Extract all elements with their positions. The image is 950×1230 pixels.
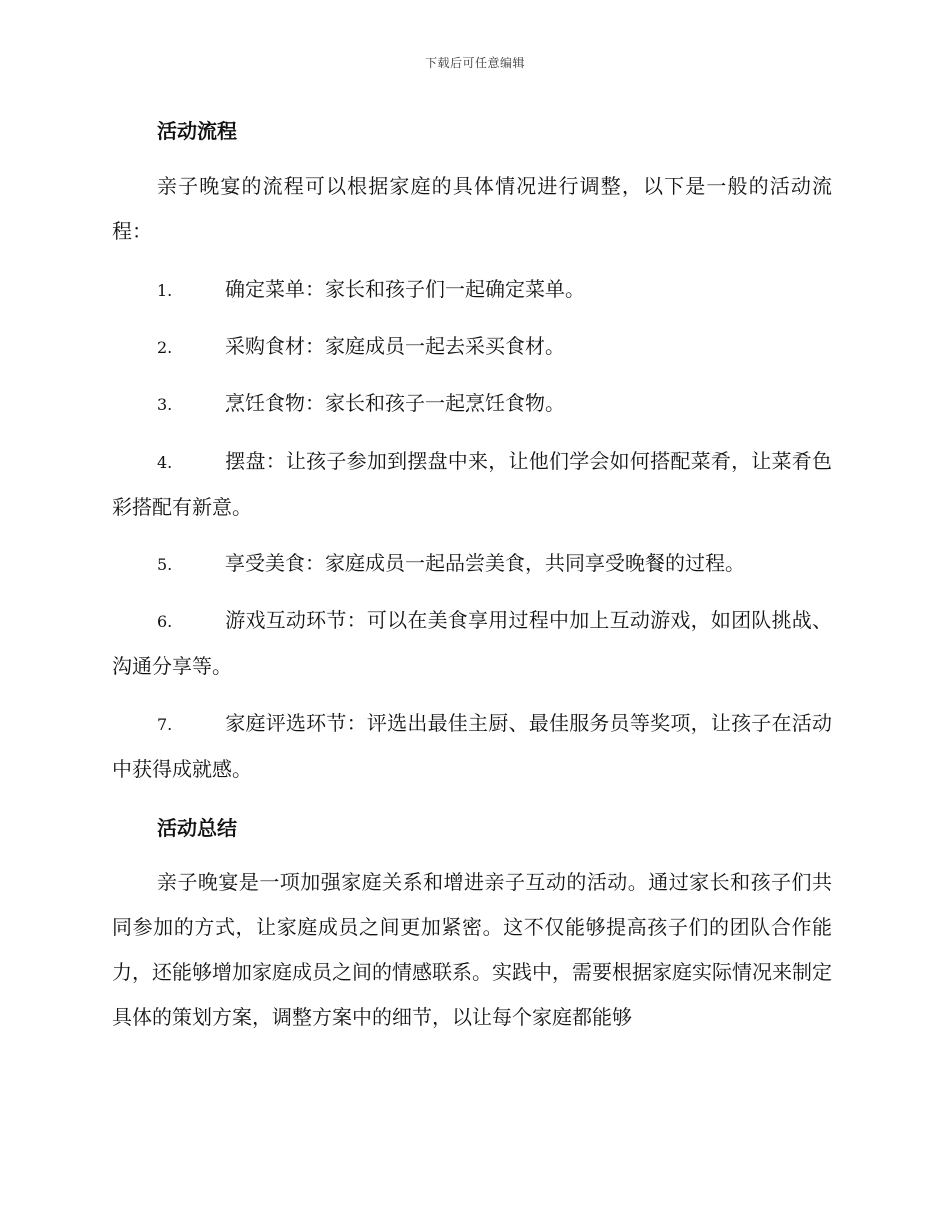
list-item-number: 3. — [157, 395, 173, 414]
flow-intro-paragraph: 亲子晚宴的流程可以根据家庭的具体情况进行调整，以下是一般的活动流程： — [112, 174, 832, 243]
list-item-number: 4. — [157, 453, 173, 472]
list-item — [112, 381, 832, 427]
list-item — [112, 598, 832, 688]
summary-paragraph: 亲子晚宴是一项加强家庭关系和增进亲子互动的活动。通过家长和孩子们共同参加的方式，让家庭成员之间更加紧密。这不仅能够提高孩子们的团队合作能力，还能够增加家庭成员之间的情感联系。实践中，需要根据家庭实际情况来制定具体的策划方案，调整方案中的细节，以让每个家庭都能够 — [112, 870, 832, 1029]
list-item — [112, 701, 832, 791]
list-item-text: 烹饪食物：家长和孩子一起烹饪食物。 — [225, 391, 565, 415]
list-item — [112, 439, 832, 529]
section-heading-flow: 活动流程 — [157, 119, 237, 143]
list-item-text: 游戏互动环节：可以在美食享用过程中加上互动游戏，如团队挑战、沟通分享等。 — [112, 608, 832, 678]
list-item-number: 7. — [157, 715, 173, 734]
list-item-text: 摆盘：让孩子参加到摆盘中来，让他们学会如何搭配菜肴，让菜肴色彩搭配有新意。 — [112, 449, 832, 519]
list-item-text: 享受美食：家庭成员一起品尝美食，共同享受晚餐的过程。 — [225, 551, 745, 575]
list-item-number: 2. — [157, 338, 173, 357]
list-item — [112, 267, 832, 313]
list-item-text: 家庭评选环节：评选出最佳主厨、最佳服务员等奖项，让孩子在活动中获得成就感。 — [112, 711, 832, 781]
list-item — [112, 541, 832, 587]
list-item-number: 6. — [157, 612, 173, 631]
list-item-number: 1. — [157, 281, 173, 300]
list-item-text: 确定菜单：家长和孩子们一起确定菜单。 — [225, 277, 585, 301]
list-item — [112, 324, 832, 370]
list-item-number: 5. — [157, 555, 173, 574]
header-note: 下载后可任意编辑 — [424, 56, 525, 70]
list-item-text: 采购食材：家庭成员一起去采买食材。 — [225, 334, 565, 358]
section-heading-summary: 活动总结 — [157, 816, 237, 840]
